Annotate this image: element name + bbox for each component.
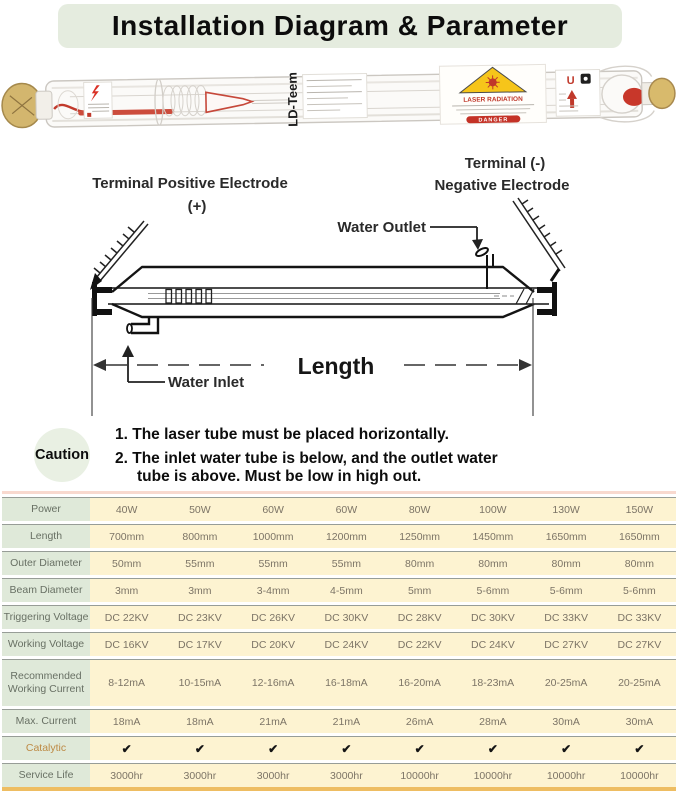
tube-right-label <box>556 69 601 116</box>
right-end-cap <box>537 282 557 316</box>
right-label-mark: U <box>566 74 575 88</box>
terminal-positive-label: Terminal Positive Electrode <box>92 175 288 192</box>
table-cell: ✔ <box>456 737 529 760</box>
page-title: Installation Diagram & Parameter <box>111 10 569 41</box>
table-cell: 21mA <box>310 710 383 733</box>
table-cell: 80mm <box>603 552 676 575</box>
table-row <box>2 632 676 656</box>
tube-brand-text: LD-Teem <box>284 72 301 127</box>
table-cell: DC 30KV <box>310 606 383 629</box>
table-cell: 10-15mA <box>163 660 236 706</box>
table-cell: 20-25mA <box>530 660 603 706</box>
table-cell: 150W <box>603 498 676 521</box>
row-label: Length <box>2 525 90 548</box>
table-cell: 60W <box>310 498 383 521</box>
table-cell: 80mm <box>456 552 529 575</box>
table-cell: 100W <box>456 498 529 521</box>
table-cell: 8-12mA <box>90 660 163 706</box>
table-cell: 30mA <box>530 710 603 733</box>
table-cell: 55mm <box>237 552 310 575</box>
table-cell: 3000hr <box>310 764 383 787</box>
table-cell: 16-18mA <box>310 660 383 706</box>
table-cell: ✔ <box>90 737 163 760</box>
coil-marks <box>166 290 212 304</box>
table-row <box>2 659 676 706</box>
table-cell: 40W <box>90 498 163 521</box>
table-cell: 1650mm <box>530 525 603 548</box>
tube-spec-label <box>84 82 113 118</box>
table-cell: ✔ <box>310 737 383 760</box>
table-cell: 1250mm <box>383 525 456 548</box>
parameter-table-rows <box>2 497 676 787</box>
table-row <box>2 605 676 629</box>
table-cell: 10000hr <box>456 764 529 787</box>
caution-item-2-line1: 2. The inlet water tube is below, and the outlet water <box>115 450 498 467</box>
table-cell: 1200mm <box>310 525 383 548</box>
table-cell: 80mm <box>530 552 603 575</box>
row-label: Power <box>2 498 90 521</box>
laser-warning-label <box>439 64 546 124</box>
table-row <box>2 763 676 787</box>
table-cell: DC 22KV <box>383 633 456 656</box>
table-cell: 50mm <box>90 552 163 575</box>
caution-item-2-line2: tube is above. Must be low in high out. <box>137 468 422 485</box>
table-bottom-strip <box>2 787 676 791</box>
tube-outline <box>112 267 534 317</box>
table-row <box>2 551 676 575</box>
table-cell: 21mA <box>237 710 310 733</box>
table-cell: 18mA <box>163 710 236 733</box>
row-label: Catalytic <box>2 737 90 760</box>
table-cell: 30mA <box>603 710 676 733</box>
table-cell: 5-6mm <box>603 579 676 602</box>
table-cell: 5mm <box>383 579 456 602</box>
water-inlet-label: Water Inlet <box>168 374 245 391</box>
table-cell: 60W <box>237 498 310 521</box>
table-cell: DC 23KV <box>163 606 236 629</box>
table-cell: 130W <box>530 498 603 521</box>
table-cell: 18mA <box>90 710 163 733</box>
table-cell: DC 22KV <box>90 606 163 629</box>
table-row <box>2 497 676 521</box>
table-cell: 3000hr <box>90 764 163 787</box>
table-cell: 1000mm <box>237 525 310 548</box>
row-label: Max. Current <box>2 710 90 733</box>
table-cell: DC 16KV <box>90 633 163 656</box>
table-cell: 80mm <box>383 552 456 575</box>
installation-diagram <box>0 148 679 416</box>
table-cell: 55mm <box>163 552 236 575</box>
table-cell: DC 26KV <box>237 606 310 629</box>
length-label: Length <box>297 353 375 379</box>
table-cell: 800mm <box>163 525 236 548</box>
table-cell: 10000hr <box>383 764 456 787</box>
table-cell: 5-6mm <box>530 579 603 602</box>
table-cell: 4-5mm <box>310 579 383 602</box>
table-cell: 3000hr <box>237 764 310 787</box>
table-cell: 700mm <box>90 525 163 548</box>
table-cell: 80W <box>383 498 456 521</box>
left-end-cap <box>92 282 112 316</box>
row-label: Service Life <box>2 764 90 787</box>
table-cell: DC 24KV <box>456 633 529 656</box>
parameter-table <box>2 491 676 792</box>
tube-info-label <box>303 74 368 119</box>
positive-electrode-wire <box>94 221 148 281</box>
row-label: Recommended Working Current <box>2 660 90 706</box>
table-cell: 55mm <box>310 552 383 575</box>
caution-badge <box>34 428 90 482</box>
water-inlet-pipe <box>131 317 158 333</box>
water-outlet-pointer <box>430 227 477 241</box>
table-cell: 3-4mm <box>237 579 310 602</box>
terminal-positive-sign: (+) <box>187 198 207 215</box>
table-cell: 20-25mA <box>603 660 676 706</box>
row-label: Triggering Voltage <box>2 606 90 629</box>
tube-right-cap <box>649 78 676 108</box>
table-row <box>2 709 676 733</box>
table-cell: DC 33KV <box>530 606 603 629</box>
table-cell: 18-23mA <box>456 660 529 706</box>
table-cell: DC 30KV <box>456 606 529 629</box>
negative-electrode-wire <box>513 198 565 271</box>
table-cell: 3mm <box>90 579 163 602</box>
table-row <box>2 578 676 602</box>
table-cell: DC 27KV <box>530 633 603 656</box>
table-cell: DC 24KV <box>310 633 383 656</box>
row-label: Beam Diameter <box>2 579 90 602</box>
warning-title: LASER RADIATION <box>463 95 523 104</box>
table-cell: DC 33KV <box>603 606 676 629</box>
table-cell: 10000hr <box>603 764 676 787</box>
table-cell: ✔ <box>603 737 676 760</box>
table-cell: 28mA <box>456 710 529 733</box>
table-row <box>2 736 676 760</box>
table-cell: DC 28KV <box>383 606 456 629</box>
water-outlet-label: Water Outlet <box>337 219 426 236</box>
table-cell: 3mm <box>163 579 236 602</box>
water-inlet-pointer <box>122 345 165 382</box>
table-cell: 1650mm <box>603 525 676 548</box>
caution-item-1: 1. The laser tube must be placed horizontally. <box>115 426 449 443</box>
table-cell: 1450mm <box>456 525 529 548</box>
table-cell: ✔ <box>237 737 310 760</box>
table-cell: 50W <box>163 498 236 521</box>
row-label: Working Voltage <box>2 633 90 656</box>
table-cell: 5-6mm <box>456 579 529 602</box>
table-cell: DC 20KV <box>237 633 310 656</box>
caution-badge-label: Caution <box>35 447 89 463</box>
table-cell: ✔ <box>383 737 456 760</box>
table-cell: ✔ <box>163 737 236 760</box>
negative-electrode-label: Negative Electrode <box>434 177 570 194</box>
laser-tube-photo <box>0 54 679 150</box>
table-cell: 12-16mA <box>237 660 310 706</box>
table-cell: 10000hr <box>530 764 603 787</box>
row-label: Outer Diameter <box>2 552 90 575</box>
table-cell: 16-20mA <box>383 660 456 706</box>
table-cell: DC 17KV <box>163 633 236 656</box>
table-cell: 3000hr <box>163 764 236 787</box>
page-title-bar <box>58 4 622 48</box>
table-row <box>2 524 676 548</box>
table-top-strip <box>2 491 676 494</box>
danger-text: DANGER <box>478 117 509 124</box>
table-cell: DC 27KV <box>603 633 676 656</box>
table-cell: 26mA <box>383 710 456 733</box>
terminal-negative-label: Terminal (-) <box>464 155 546 172</box>
table-cell: ✔ <box>530 737 603 760</box>
